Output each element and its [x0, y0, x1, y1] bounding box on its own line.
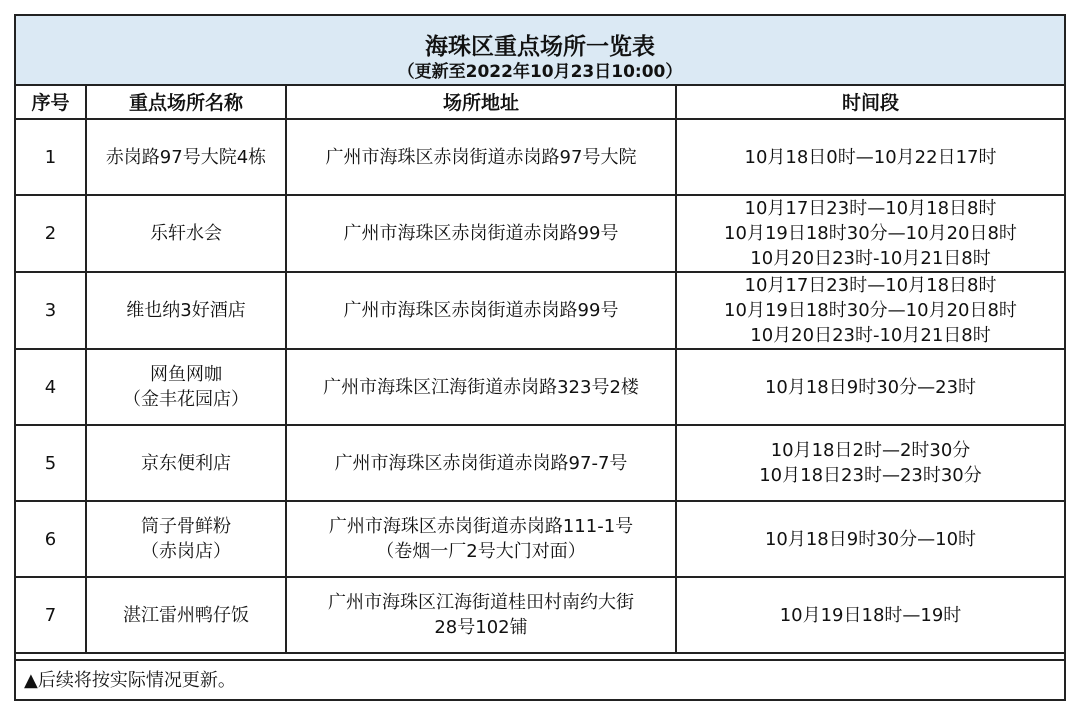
- address-cell: [286, 425, 676, 501]
- time-period-cell: [676, 119, 1064, 195]
- time-period-line: 10月19日18时—19时: [779, 604, 962, 626]
- time-period-line: 10月18日0时—10月22日17时: [744, 146, 997, 168]
- place-name-cell: [86, 577, 286, 653]
- address-line: 广州市海珠区赤岗街道赤岗路111-1号: [328, 516, 634, 537]
- key-places-table: [16, 84, 1064, 654]
- place-name-cell: [86, 272, 286, 349]
- time-period-line: 10月18日2时—2时30分: [770, 440, 971, 461]
- update-time-subtitle: （更新至2022年10月23日10:00）: [397, 62, 683, 82]
- row-number-cell: 2: [16, 195, 86, 272]
- place-name-line: 维也纳3好酒店: [126, 300, 246, 321]
- title-band: [16, 16, 1064, 86]
- address-cell: [286, 119, 676, 195]
- row-number-cell: 6: [16, 501, 86, 577]
- address-cell: [286, 349, 676, 425]
- page-title: 海珠区重点场所一览表: [425, 34, 655, 60]
- table-row: [16, 501, 1064, 577]
- address-cell: [286, 577, 676, 653]
- table-row: [16, 272, 1064, 349]
- place-name-line: （金丰花园店）: [123, 389, 249, 410]
- time-period-line: 10月18日9时30分—23时: [764, 376, 977, 398]
- time-period-line: 10月18日23时—23时30分: [759, 465, 982, 486]
- time-period-cell: [676, 577, 1064, 653]
- address-line: （卷烟一厂2号大门对面）: [376, 541, 586, 562]
- address-line: 广州市海珠区赤岗街道赤岗路97-7号: [334, 452, 628, 474]
- time-period-cell: [676, 195, 1064, 272]
- table-row: [16, 349, 1064, 425]
- time-period-line: 10月19日18时30分—10月20日8时: [724, 300, 1017, 321]
- place-name-line: 网鱼网咖: [150, 364, 222, 385]
- address-line: 广州市海珠区江海街道赤岗路323号2楼: [323, 376, 639, 398]
- time-period-cell: [676, 501, 1064, 577]
- time-period-line: 10月18日9时30分—10时: [764, 528, 977, 550]
- column-header-address: 场所地址: [286, 84, 676, 119]
- place-name-line: 赤岗路97号大院4栋: [105, 146, 267, 168]
- table-row: [16, 425, 1064, 501]
- address-cell: [286, 272, 676, 349]
- address-line: 广州市海珠区江海街道桂田村南约大街: [328, 592, 634, 613]
- row-number-cell: 1: [16, 119, 86, 195]
- document-frame: [14, 14, 1066, 701]
- place-name-cell: [86, 425, 286, 501]
- time-period-cell: [676, 349, 1064, 425]
- table-row: [16, 195, 1064, 272]
- column-header-place-name: 重点场所名称: [86, 84, 286, 119]
- time-period-cell: [676, 272, 1064, 349]
- place-name-line: 乐轩水会: [150, 223, 222, 244]
- row-number-cell: 7: [16, 577, 86, 653]
- time-period-line: 10月19日18时30分—10月20日8时: [724, 223, 1017, 244]
- place-name-line: 京东便利店: [141, 452, 231, 474]
- table-header-row: [16, 84, 1064, 119]
- time-period-line: 10月17日23时—10月18日8时: [744, 275, 997, 296]
- address-line: 广州市海珠区赤岗街道赤岗路97号大院: [325, 146, 637, 168]
- address-cell: [286, 501, 676, 577]
- table-row: [16, 119, 1064, 195]
- address-line: 28号102铺: [434, 617, 528, 638]
- row-number-cell: 5: [16, 425, 86, 501]
- place-name-cell: [86, 501, 286, 577]
- footnote: ▲后续将按实际情况更新。: [16, 659, 1064, 701]
- place-name-line: 筒子骨鲜粉: [141, 516, 231, 537]
- time-period-line: 10月20日23时-10月21日8时: [750, 325, 991, 346]
- address-line: 广州市海珠区赤岗街道赤岗路99号: [343, 223, 619, 244]
- row-number-cell: 3: [16, 272, 86, 349]
- column-header-number: 序号: [16, 84, 86, 119]
- table-body: [16, 119, 1064, 653]
- row-number-cell: 4: [16, 349, 86, 425]
- place-name-cell: [86, 195, 286, 272]
- time-period-line: 10月17日23时—10月18日8时: [744, 198, 997, 219]
- place-name-line: （赤岗店）: [141, 541, 231, 562]
- place-name-cell: [86, 349, 286, 425]
- address-line: 广州市海珠区赤岗街道赤岗路99号: [343, 300, 619, 321]
- time-period-cell: [676, 425, 1064, 501]
- column-header-time-period: 时间段: [676, 84, 1064, 119]
- place-name-cell: [86, 119, 286, 195]
- place-name-line: 湛江雷州鸭仔饭: [123, 604, 249, 626]
- time-period-line: 10月20日23时-10月21日8时: [750, 248, 991, 269]
- table-row: [16, 577, 1064, 653]
- address-cell: [286, 195, 676, 272]
